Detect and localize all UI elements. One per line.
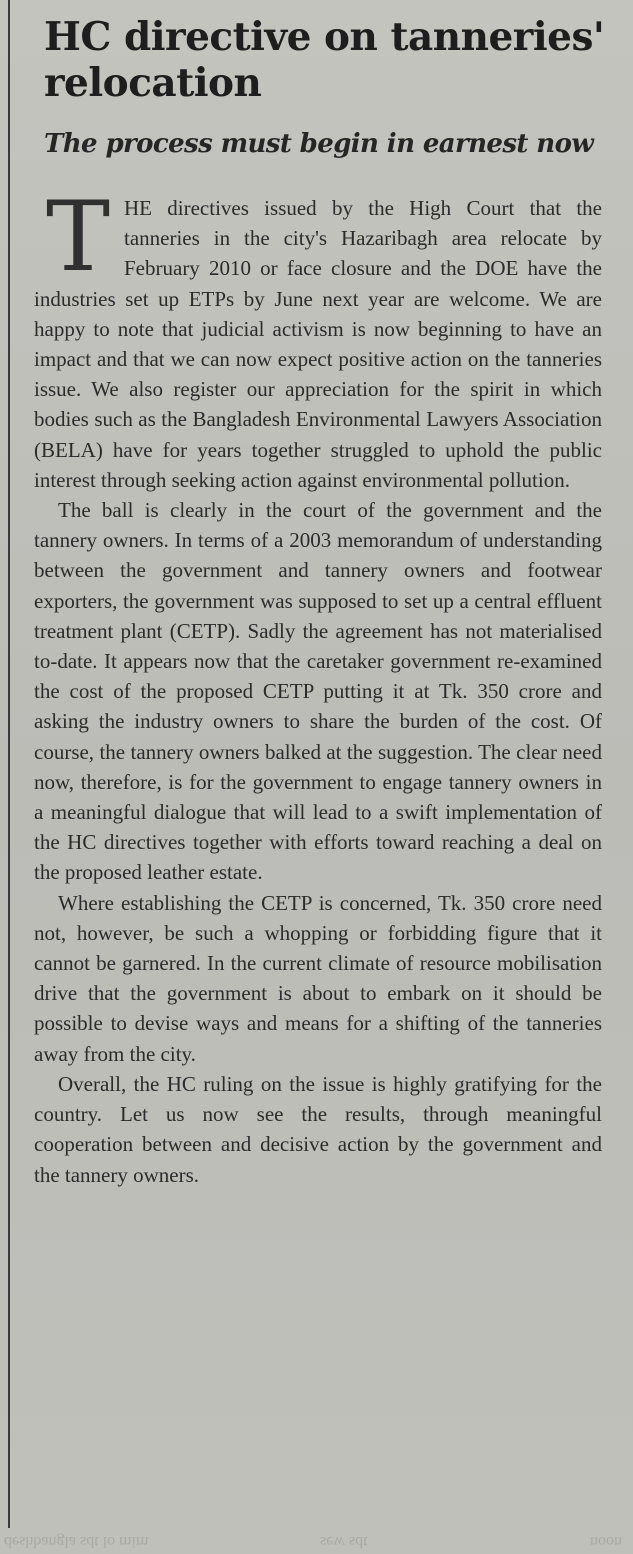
- bleed-through-text-middle: sew sdt: [320, 1533, 368, 1550]
- paragraph-4: Overall, the HC ruling on the issue is highly gratifying for the country. Let us now see the results, through meaningful cooperation between and decisive action by the government and the tannery owners.: [34, 1071, 602, 1187]
- paragraph-2: The ball is clearly in the court of the government and the tannery owners. In terms of a 2003 memorandum of understanding between the government and tannery owners and footwear exporters, the government was supposed to set up a central effluent treatment plant (CETP). Sadly the agreement has not materialised to-date. It appears now that the caretaker government re-examined the cost of the proposed CETP putting it at Tk. 350 crore and asking the industry owners to share the burden of the cost. Of course, the tannery owners balked at the suggestion. The clear need now, therefore, is for the government to engage tannery owners in a meaningful dialogue that will lead to a swift implementation of the HC directives together with efforts toward reaching a deal on the proposed leather estate.: [34, 498, 602, 885]
- drop-cap: T: [45, 181, 111, 293]
- subheadline: The process must begin in earnest now: [44, 129, 594, 159]
- bleed-through-text-left: deshbangla sdt lo mim: [4, 1533, 149, 1550]
- paragraph-1: [34, 181, 602, 495]
- column-rule: [8, 0, 10, 1528]
- headline: HC directive on tanneries' relocation: [44, 14, 605, 106]
- paragraph-1-text: HE directives issued by the High Court that the tanneries in the city's Hazaribagh area relocate by February 2010 or face closure and the DOE have the industries set up ETPs by June next year are welcome. We are happy to note that judicial activism is now beginning to have an impact and that we can now expect positive action on the tanneries issue. We also register our appreciation for the spirit in which bodies such as the Bangladesh Environmental Lawyers Association (BELA) have for years together struggled to uphold the public interest through seeking action against environmental pollution.: [34, 196, 602, 492]
- article-body: [34, 181, 602, 1190]
- paragraph-3: Where establishing the CETP is concerned, Tk. 350 crore need not, however, be such a whopping or forbidding figure that it cannot be garnered. In the current climate of resource mobilisation drive that the government is about to embark on it should be possible to devise ways and means for a shifting of the tanneries away from the city.: [34, 890, 602, 1066]
- bleed-through-text-right: noon: [590, 1533, 622, 1550]
